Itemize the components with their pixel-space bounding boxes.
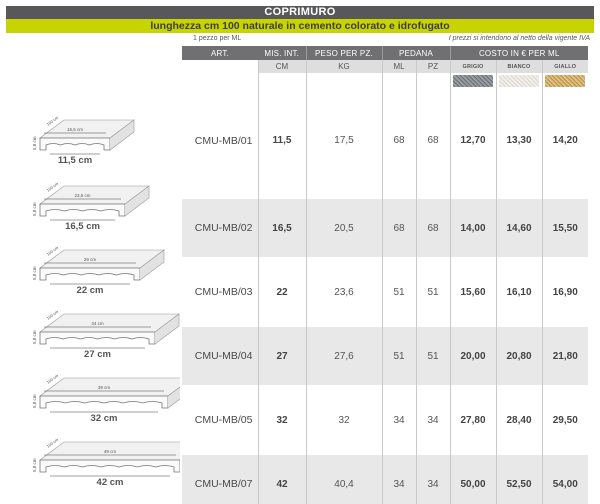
cell-ml: 68 bbox=[382, 199, 416, 257]
dim-height-label: 5,8 cm bbox=[32, 136, 37, 150]
table-row bbox=[182, 455, 588, 504]
price-table bbox=[182, 46, 588, 504]
cell-art: CMU-MB/07 bbox=[182, 455, 258, 504]
cell-grigio: 15,60 bbox=[450, 263, 496, 321]
cell-mis: 11,5 bbox=[258, 88, 306, 193]
table-row bbox=[182, 263, 588, 321]
color-giallo: GIALLO bbox=[542, 60, 588, 73]
cell-kg: 27,6 bbox=[306, 327, 382, 385]
cell-mis: 42 bbox=[258, 455, 306, 504]
cell-ml: 34 bbox=[382, 391, 416, 449]
col-art: ART. bbox=[182, 46, 258, 60]
cell-ml: 68 bbox=[382, 88, 416, 193]
cell-art: CMU-MB/04 bbox=[182, 327, 258, 385]
profile-drawing bbox=[4, 174, 180, 236]
cell-grigio: 20,00 bbox=[450, 327, 496, 385]
cell-pz: 51 bbox=[416, 327, 450, 385]
cell-bianco: 52,50 bbox=[496, 455, 542, 504]
table-row bbox=[182, 327, 588, 385]
dim-top-label: 39 cm bbox=[97, 385, 111, 390]
cell-grigio: 12,70 bbox=[450, 88, 496, 193]
swatch-grigio bbox=[453, 75, 493, 87]
cell-grigio: 14,00 bbox=[450, 199, 496, 257]
cell-mis: 16,5 bbox=[258, 199, 306, 257]
header-row bbox=[182, 46, 588, 60]
dim-depth-label: 100 cm bbox=[45, 373, 60, 385]
swatch-giallo bbox=[545, 75, 585, 87]
cell-bianco: 28,40 bbox=[496, 391, 542, 449]
cell-mis: 32 bbox=[258, 391, 306, 449]
table-row bbox=[182, 88, 588, 193]
col-peso: PESO PER PZ. bbox=[306, 46, 382, 60]
cell-bianco: 16,10 bbox=[496, 263, 542, 321]
unit-ml: ML bbox=[382, 60, 416, 73]
unit-cm: CM bbox=[258, 60, 306, 73]
cell-grigio: 27,80 bbox=[450, 391, 496, 449]
cell-grigio: 50,00 bbox=[450, 455, 496, 504]
cell-kg: 32 bbox=[306, 391, 382, 449]
dim-top-label: 34 cm bbox=[91, 321, 104, 326]
color-bianco: BIANCO bbox=[496, 60, 542, 73]
cell-kg: 20,5 bbox=[306, 199, 382, 257]
table-row bbox=[182, 199, 588, 257]
cell-ml: 34 bbox=[382, 455, 416, 504]
dim-depth-label: 100 cm bbox=[45, 115, 60, 127]
col-mis-int: MIS. INT. bbox=[258, 46, 306, 60]
dim-height-label: 5,8 cm bbox=[32, 202, 37, 216]
cell-kg: 40,4 bbox=[306, 455, 382, 504]
dim-depth-label: 100 cm bbox=[45, 309, 60, 321]
cell-giallo: 54,00 bbox=[542, 455, 588, 504]
dim-height-label: 5,8 cm bbox=[32, 458, 37, 472]
table-row bbox=[182, 391, 588, 449]
dim-height-label: 5,8 cm bbox=[32, 330, 37, 344]
dim-depth-label: 100 cm bbox=[45, 181, 60, 193]
cell-art: CMU-MB/05 bbox=[182, 391, 258, 449]
page-subtitle: lunghezza cm 100 naturale in cemento colorato e idrofugato bbox=[6, 19, 594, 33]
cell-pz: 68 bbox=[416, 88, 450, 193]
cell-giallo: 21,80 bbox=[542, 327, 588, 385]
dim-depth-label: 100 cm bbox=[45, 245, 60, 257]
dim-top-label: 29 cm bbox=[83, 257, 97, 262]
vat-note: I prezzi si intendono al netto della vigente IVA bbox=[448, 35, 590, 42]
unit-kg: KG bbox=[306, 60, 382, 73]
cell-pz: 68 bbox=[416, 199, 450, 257]
cell-mis: 22 bbox=[258, 263, 306, 321]
inner-size-label: 22 cm bbox=[76, 285, 104, 296]
cell-art: CMU-MB/01 bbox=[182, 88, 258, 193]
cell-bianco: 13,30 bbox=[496, 88, 542, 193]
dim-height-label: 5,8 cm bbox=[32, 394, 37, 408]
col-costo: COSTO IN € PER ML bbox=[450, 46, 588, 60]
cell-bianco: 20,80 bbox=[496, 327, 542, 385]
cell-giallo: 15,50 bbox=[542, 199, 588, 257]
cell-pz: 51 bbox=[416, 263, 450, 321]
cell-ml: 51 bbox=[382, 263, 416, 321]
profile-drawing bbox=[4, 302, 180, 364]
cell-art: CMU-MB/03 bbox=[182, 263, 258, 321]
cell-pz: 34 bbox=[416, 455, 450, 504]
page-title: COPRIMURO bbox=[6, 6, 594, 19]
dim-top-label: 49 cm bbox=[103, 449, 117, 454]
pieces-per-ml-note: 1 pezzo per ML bbox=[193, 35, 242, 42]
unit-blank bbox=[182, 60, 258, 73]
inner-size-label: 11,5 cm bbox=[57, 155, 93, 166]
cell-pz: 34 bbox=[416, 391, 450, 449]
profile-drawing bbox=[4, 366, 180, 428]
cell-art: CMU-MB/02 bbox=[182, 199, 258, 257]
inner-size-label: 32 cm bbox=[90, 413, 118, 424]
cell-mis: 27 bbox=[258, 327, 306, 385]
cell-kg: 23,6 bbox=[306, 263, 382, 321]
cell-giallo: 16,90 bbox=[552, 286, 578, 298]
dim-top-label: 23,5 cm bbox=[74, 193, 91, 198]
inner-size-label: 27 cm bbox=[84, 349, 111, 360]
color-grigio: GRIGIO bbox=[450, 60, 496, 73]
dim-depth-label: 100 cm bbox=[45, 437, 60, 449]
dim-height-label: 5,8 cm bbox=[32, 266, 37, 280]
inner-size-label: 16,5 cm bbox=[65, 221, 100, 232]
dim-top-label: 16,5 cm bbox=[66, 127, 84, 132]
cell-kg: 17,5 bbox=[306, 88, 382, 193]
swatch-bianco bbox=[499, 75, 539, 87]
unit-pz: PZ bbox=[416, 60, 450, 73]
cell-ml: 51 bbox=[382, 327, 416, 385]
swatch-row bbox=[182, 73, 588, 88]
cell-bianco: 14,60 bbox=[496, 199, 542, 257]
col-pedana: PEDANA bbox=[382, 46, 450, 60]
profile-drawing bbox=[4, 108, 180, 170]
inner-size-label: 42 cm bbox=[96, 477, 124, 488]
profile-drawing bbox=[4, 430, 180, 492]
profile-drawing bbox=[4, 238, 180, 300]
cell-giallo: 29,50 bbox=[552, 414, 578, 426]
cell-giallo: 14,20 bbox=[552, 135, 578, 146]
unit-row bbox=[182, 60, 588, 73]
